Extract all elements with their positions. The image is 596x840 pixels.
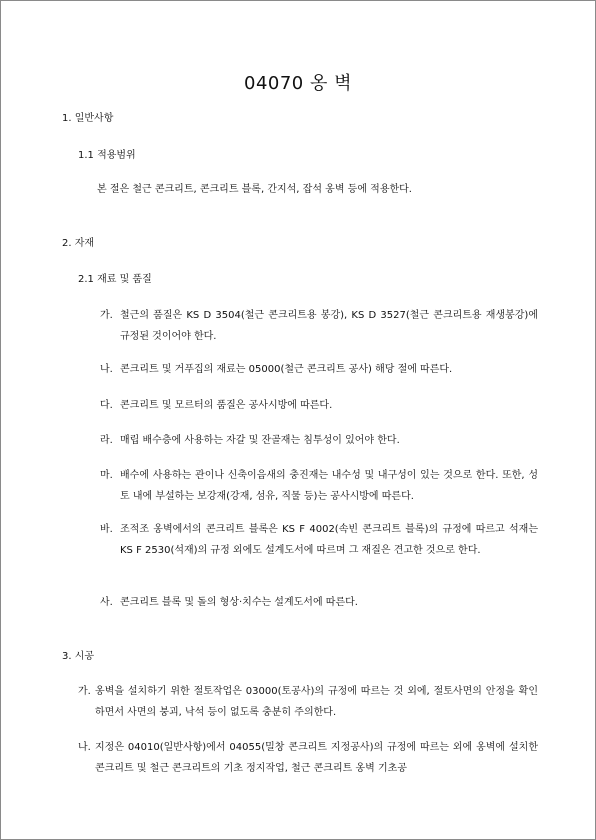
list-item xyxy=(78,681,538,723)
list-item-text: 콘크리트 및 거푸집의 재료는 05000(철근 콘크리트 공사) 해당 절에 따른다. xyxy=(120,364,453,375)
list-item-text: 조적조 옹벽에서의 콘크리트 블록은 KS F 4002(속빈 콘크리트 블록)의 규정에 따르고 석재는 KS F 2530(석재)의 규정 외에도 설계도서에 따르며 그 재질은 견고한 것으로 한다. xyxy=(120,524,538,556)
document-title: 04070 옹 벽 xyxy=(244,73,352,94)
list-item xyxy=(100,430,538,451)
list-item xyxy=(100,305,538,347)
list-item-text: 배수에 사용하는 관이나 신축이음새의 충진재는 내수성 및 내구성이 있는 것으로 한다. 또한, 성토 내에 부설하는 보강재(강재, 섬유, 직물 등)는 공사시방에 따른다. xyxy=(120,470,538,502)
list-item xyxy=(100,592,538,613)
list-item-text: 콘크리트 및 모르터의 품질은 공사시방에 따른다. xyxy=(120,400,333,411)
list-item-text: 콘크리트 블록 및 돌의 형상·치수는 설계도서에 따른다. xyxy=(120,597,358,608)
list-item-text: 철근의 품질은 KS D 3504(철근 콘크리트용 봉강), KS D 3527(철근 콘크리트용 재생봉강)에 규정된 것이어야 한다. xyxy=(120,310,538,342)
list-marker: 사. xyxy=(100,597,113,608)
section-heading-general: 1. 일반사항 xyxy=(62,113,114,124)
list-item-text: 옹벽을 설치하기 위한 절토작업은 03000(토공사)의 규정에 따르는 것 외에, 절토사면의 안정을 확인하면서 사면의 붕괴, 낙석 등이 없도록 충분히 주의한다. xyxy=(95,686,538,718)
list-item xyxy=(100,395,538,416)
list-item-text: 매립 배수층에 사용하는 자갈 및 잔골재는 침투성이 있어야 한다. xyxy=(120,435,400,446)
list-item xyxy=(100,359,538,380)
section-heading-construction: 3. 시공 xyxy=(62,651,95,662)
subsection-heading-scope: 1.1 적용범위 xyxy=(78,150,136,161)
list-marker: 가. xyxy=(100,310,113,321)
list-item xyxy=(100,465,538,507)
list-item xyxy=(78,737,538,779)
list-item xyxy=(100,519,538,561)
subsection-heading-quality: 2.1 재료 및 품질 xyxy=(78,274,152,285)
list-marker: 나. xyxy=(100,364,113,375)
list-item-text: 지정은 04010(일반사항)에서 04055(밀창 콘크리트 지정공사)의 규정에 따르는 외에 옹벽에 설치한 콘크리트 및 철근 콘크리트의 기초 정지작업, 철근 콘크리트 옹벽 기초공 xyxy=(95,742,538,774)
list-marker: 다. xyxy=(100,400,113,411)
list-marker: 바. xyxy=(100,524,113,535)
list-marker: 가. xyxy=(78,686,91,697)
list-marker: 라. xyxy=(100,435,113,446)
list-marker: 나. xyxy=(78,742,91,753)
section-heading-materials: 2. 자재 xyxy=(62,238,95,249)
list-marker: 마. xyxy=(100,470,113,481)
scope-paragraph: 본 절은 철근 콘크리트, 콘크리트 블록, 간지석, 잡석 옹벽 등에 적용한다. xyxy=(97,184,412,195)
